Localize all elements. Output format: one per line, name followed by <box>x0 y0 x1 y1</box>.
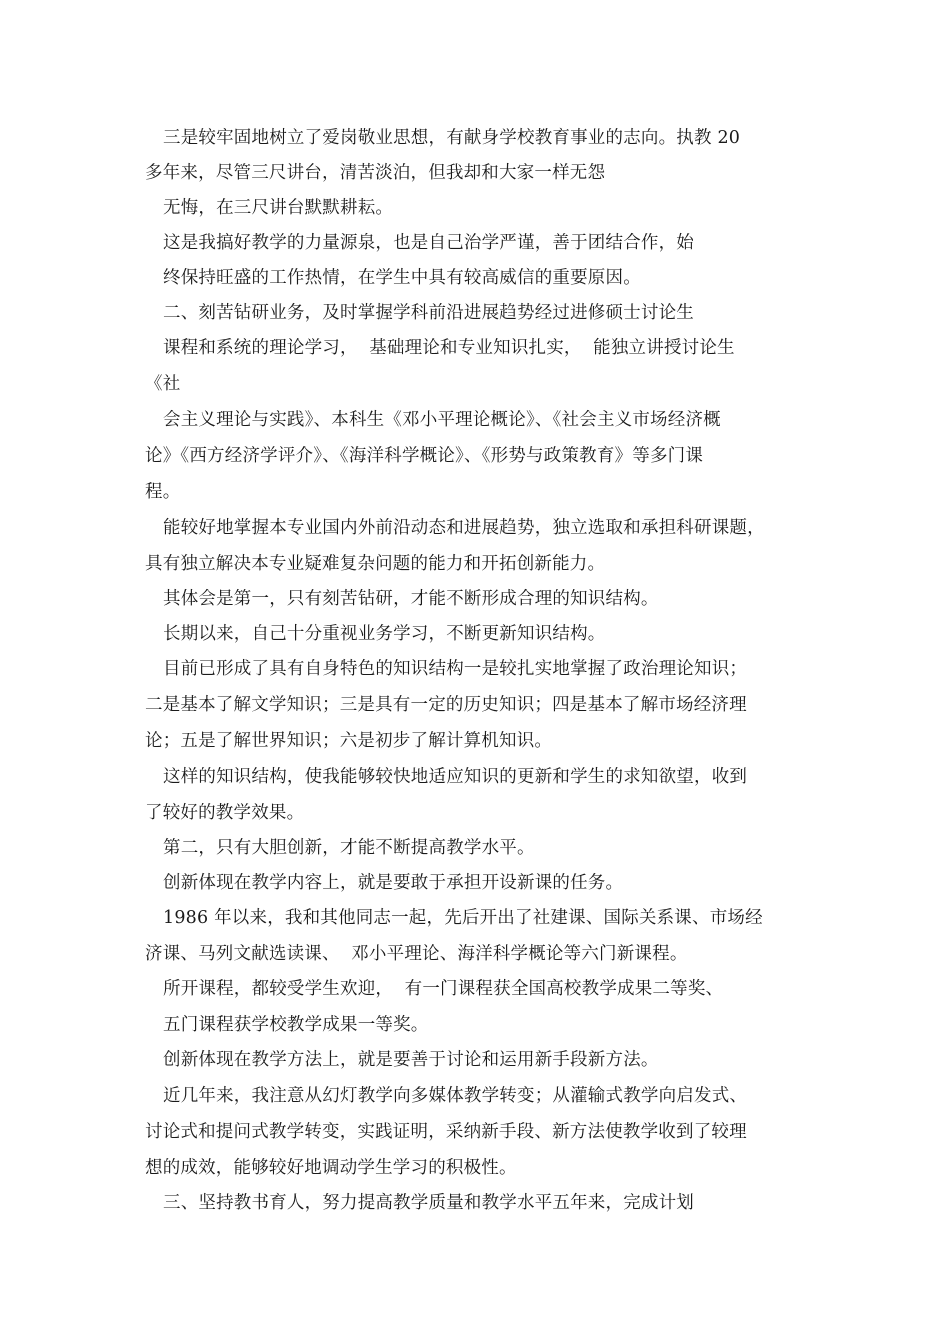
text-line: 《社 <box>145 374 181 394</box>
text-line: 所开课程，都较受学生欢迎， 有一门课程获全国高校教学成果二等奖、 <box>163 979 724 999</box>
text-line: 近几年来，我注意从幻灯教学向多媒体教学转变；从灌输式教学向启发式、 <box>163 1086 748 1106</box>
text-line: 会主义理论与实践》、本科生《邓小平理论概论》、《社会主义市场经济概 <box>163 410 721 430</box>
text-line: 程。 <box>145 482 181 502</box>
text-line: 讨论式和提问式教学转变，实践证明，采纳新手段、新方法使教学收到了较理 <box>145 1122 747 1142</box>
text-line: 第二，只有大胆创新，才能不断提高教学水平。 <box>163 838 535 858</box>
text-line: 论》《西方经济学评介》、《海洋科学概论》、《形势与政策教育》等多门课 <box>145 446 704 466</box>
text-line: 无悔，在三尺讲台默默耕耘。 <box>163 198 394 218</box>
text-line: 目前已形成了具有自身特色的知识结构一是较扎实地掌握了政治理论知识； <box>163 659 748 679</box>
text-line: 能较好地掌握本专业国内外前沿动态和进展趋势，独立选取和承担科研课题， <box>163 518 765 538</box>
text-line: 课程和系统的理论学习， 基础理论和专业知识扎实， 能独立讲授讨论生 <box>163 338 735 358</box>
text-line: 三、坚持教书育人，努力提高教学质量和教学水平五年来，完成计划 <box>163 1193 694 1213</box>
text-line: 论；五是了解世界知识；六是初步了解计算机知识。 <box>145 731 553 751</box>
text-line: 了较好的教学效果。 <box>145 803 305 823</box>
text-line: 终保持旺盛的工作热情，在学生中具有较高威信的重要原因。 <box>163 268 641 288</box>
text-line: 长期以来，自己十分重视业务学习，不断更新知识结构。 <box>163 624 606 644</box>
text-line: 多年来，尽管三尺讲台，清苦淡泊，但我却和大家一样无怨 <box>145 163 606 183</box>
text-line: 这是我搞好教学的力量源泉，也是自己治学严谨，善于团结合作，始 <box>163 233 694 253</box>
text-line: 想的成效，能够较好地调动学生学习的积极性。 <box>145 1158 517 1178</box>
text-line: 二、刻苦钻研业务，及时掌握学科前沿进展趋势经过进修硕士讨论生 <box>163 303 694 323</box>
text-line: 具有独立解决本专业疑难复杂问题的能力和开拓创新能力。 <box>145 554 606 574</box>
text-line: 创新体现在教学内容上，就是要敢于承担开设新课的任务。 <box>163 873 624 893</box>
text-line: 二是基本了解文学知识；三是具有一定的历史知识；四是基本了解市场经济理 <box>145 695 747 715</box>
text-line: 济课、马列文献选读课、 邓小平理论、海洋科学概论等六门新课程。 <box>145 944 688 964</box>
text-line: 其体会是第一，只有刻苦钻研，才能不断形成合理的知识结构。 <box>163 589 659 609</box>
text-line: 三是较牢固地树立了爱岗敬业思想，有献身学校教育事业的志向。执教 20 <box>163 128 741 148</box>
text-line: 创新体现在教学方法上，就是要善于讨论和运用新手段新方法。 <box>163 1050 659 1070</box>
text-line: 1986 年以来，我和其他同志一起，先后开出了社建课、国际关系课、市场经 <box>163 908 763 928</box>
text-line: 五门课程获学校教学成果一等奖。 <box>163 1015 429 1035</box>
text-line: 这样的知识结构，使我能够较快地适应知识的更新和学生的求知欲望，收到 <box>163 767 748 787</box>
